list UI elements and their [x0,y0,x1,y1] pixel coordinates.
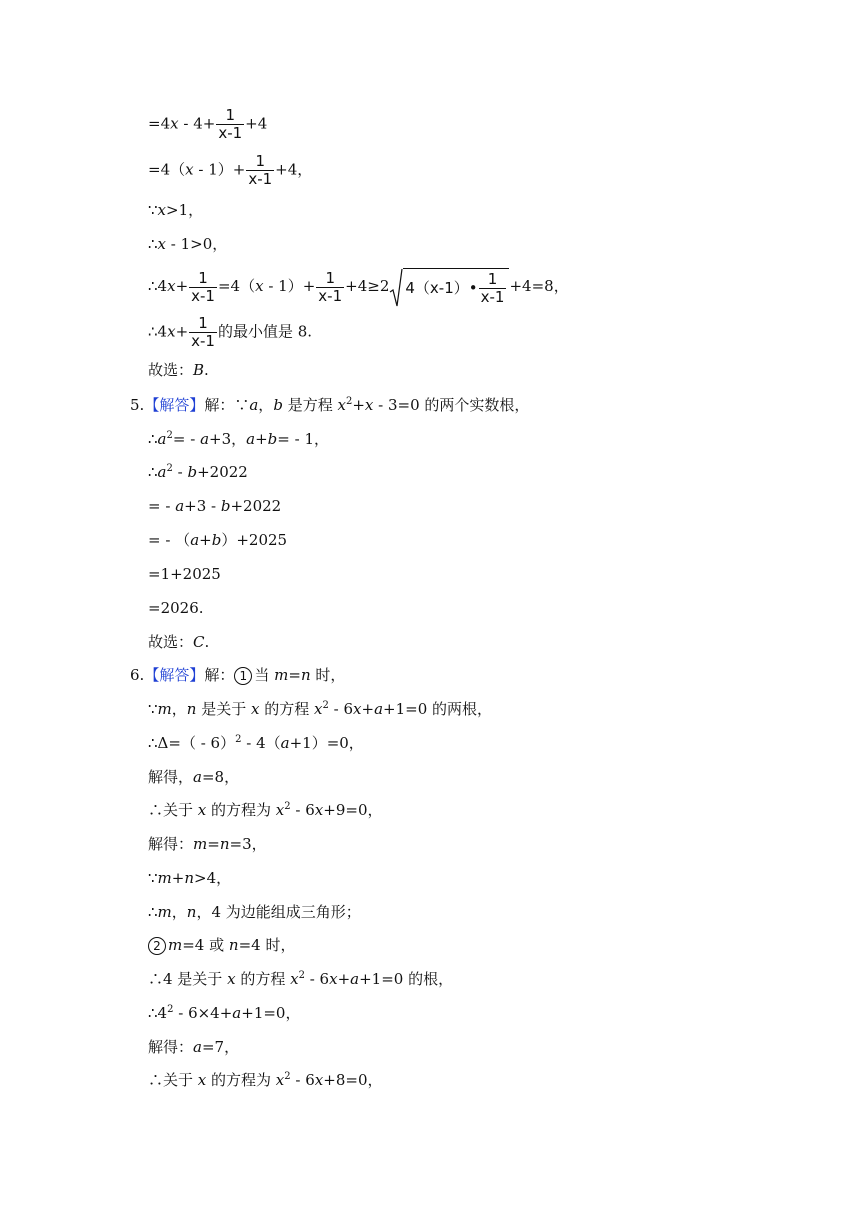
question-5-header: 5.【解答】解：∵a，b 是方程 $x^2+x - 3=0$ 的两个实数根， [130,396,530,414]
q6-line-8: 2 m=4 或 n=4 时， [148,936,295,955]
square-root: 4（x-1）• $\frac{1}{x-1}$ [389,268,509,306]
q6-line-1: ∵m，n 是关于 x 的方程 $x^2 - 6x+a+1=0$ 的两根， [148,700,493,718]
q6-line-10: $\therefore 4^2 - 6\times 4+a+1=0$， [148,1004,301,1022]
circled-number-1: 1 [234,667,252,685]
eq-line-4: ∴x - 1>0， [148,235,228,253]
eq-line-1: =4x - 4+ $\frac{1}{x-1}$ +4 [148,106,268,142]
q5-line-6: =2026. [148,599,204,617]
fraction: $\frac{1}{x-1}$ [480,270,505,306]
fraction: $\frac{1}{x-1}$ [248,152,273,188]
q6-line-9: ∴4 是关于 x 的方程 $x^2 - 6x+a+1=0$ 的根， [148,970,454,988]
q6-line-3: 解得，a=8， [148,768,240,786]
question-6-header: 6.【解答】解： 1 当 m=n 时， [130,666,346,684]
q6-line-12: ∴关于 x 的方程为 $x^2 - 6x+8=0$， [148,1071,383,1089]
q6-line-2: ∴Δ=（ - 6）$^2$ - 4（a+1）=0， [148,734,364,752]
q5-answer-line: 故选：C. [148,633,210,651]
q6-line-7: ∴m，n，4 为边能组成三角形； [148,903,361,921]
answer-tag: 【解答】 [144,666,205,684]
eq-line-5: ∴4x+ $\frac{1}{x-1}$ =4（x - 1）+ $\frac{1}{x-1}$ +4≥2 4（x-1）• $\frac{1}{x-1}$ +4=8， [148,268,569,306]
answer-line: 故选：B. [148,361,209,379]
q5-line-2: $\therefore a^2 - b+2022$ [148,463,248,481]
q5-line-5: =1+2025 [148,565,221,583]
eq-line-3: ∵x>1， [148,201,204,219]
answer-tag: 【解答】 [144,396,205,414]
circled-number-2: 2 [148,937,166,955]
q5-line-4: = - （a+b）+2025 [148,531,288,549]
fraction: $\frac{1}{x-1}$ [218,106,243,142]
radical-sign-icon [389,268,403,308]
fraction: $\frac{1}{x-1}$ [191,314,215,350]
q6-line-11: 解得：a=7， [148,1038,240,1056]
fraction: $\frac{1}{x-1}$ [318,268,343,305]
q5-line-3: = - a+3 - b+2022 [148,497,282,515]
fraction: $\frac{1}{x-1}$ [191,268,215,305]
eq-line-6: ∴4x+ $\frac{1}{x-1}$ 的最小值是 8. [148,314,313,350]
q6-line-5: 解得：m=n=3， [148,835,267,853]
q6-line-4: ∴关于 x 的方程为 $x^2 - 6x+9=0$， [148,801,383,819]
eq-line-2: =4（x - 1）+ $\frac{1}{x-1}$ +4， [148,152,313,188]
q5-line-1: $\therefore a^2= - a+3$，a+b= - 1， [148,430,329,448]
q6-line-6: ∵m+n>4， [148,869,232,887]
